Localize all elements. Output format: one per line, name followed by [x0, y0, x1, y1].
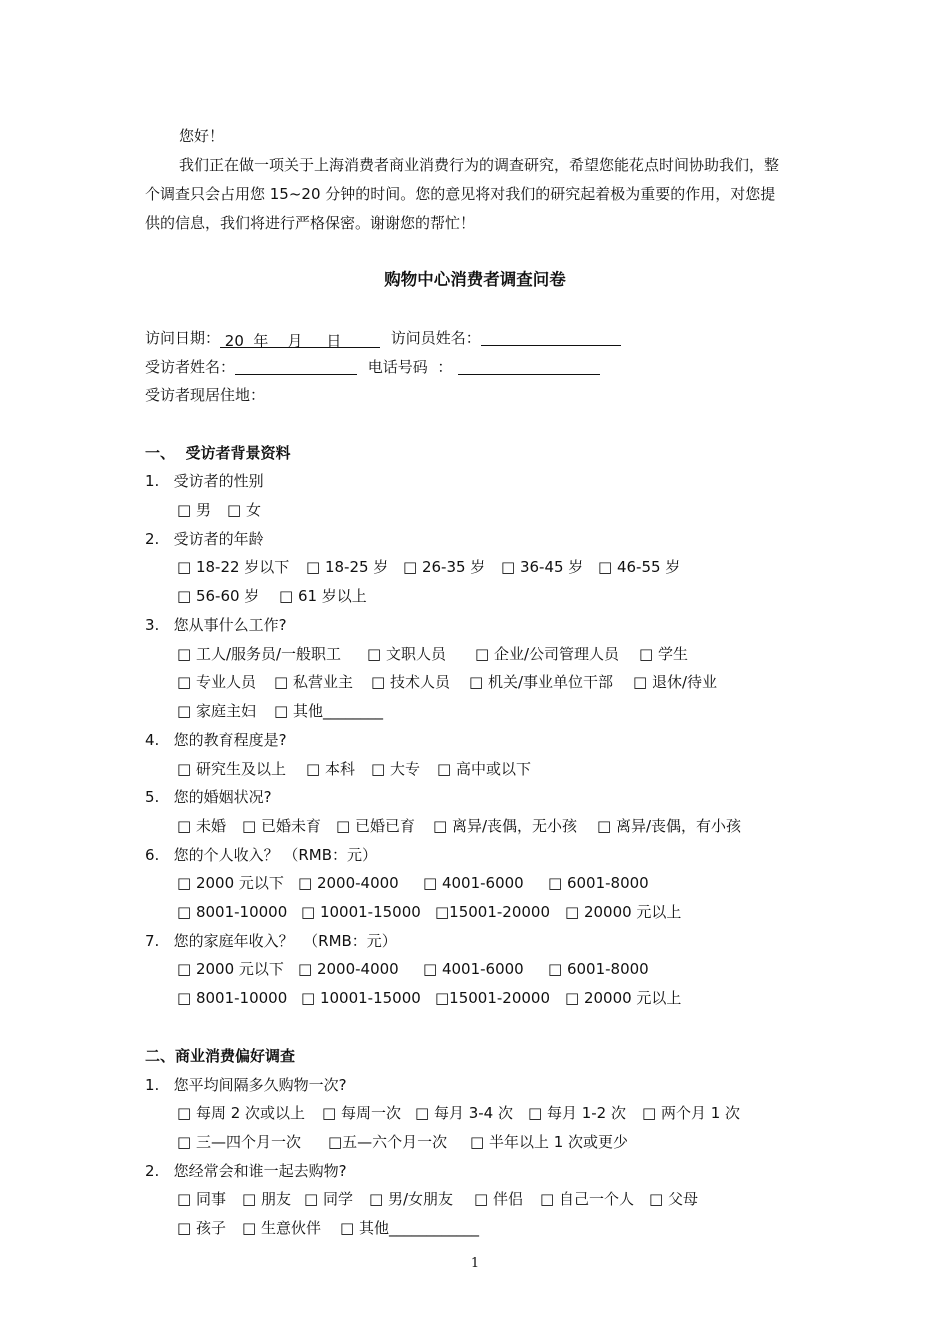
option-checkbox[interactable]: □ 每周 2 次或以上: [177, 1104, 306, 1122]
respondent-name-field[interactable]: [235, 358, 357, 375]
option-checkbox[interactable]: □ 56-60 岁: [177, 587, 260, 605]
s1-q3-options-row2: [0, 672, 950, 692]
option-checkbox[interactable]: □ 机关/事业单位干部: [469, 673, 613, 691]
option-checkbox[interactable]: □ 同学: [304, 1190, 353, 1208]
option-checkbox[interactable]: □ 已婚未育: [242, 817, 321, 835]
page-title: 购物中心消费者调查问卷: [384, 270, 566, 289]
option-checkbox[interactable]: □ 三—四个月一次: [177, 1133, 301, 1151]
option-checkbox[interactable]: □ 伴侣: [474, 1190, 523, 1208]
option-checkbox[interactable]: □15001-20000: [435, 989, 551, 1007]
interviewer-field[interactable]: [481, 329, 621, 346]
intro-line-1: 我们正在做一项关于上海消费者商业消费行为的调查研究，希望您能花点时间协助我们，整: [179, 156, 780, 174]
s2-q2-text: 2. 您经常会和谁一起去购物?: [145, 1162, 347, 1180]
s2-q2-options-row1: [0, 1189, 950, 1209]
option-checkbox[interactable]: □ 学生: [639, 645, 688, 663]
option-checkbox[interactable]: □ 技术人员: [371, 673, 450, 691]
option-checkbox[interactable]: □ 私营业主: [274, 673, 353, 691]
intro-line-3: 供的信息，我们将进行严格保密。谢谢您的帮忙！: [145, 214, 476, 232]
page-number: 1: [470, 1256, 480, 1271]
s1-q1-options: [0, 500, 950, 520]
s1-q1-text: 1. 受访者的性别: [145, 472, 264, 490]
option-checkbox[interactable]: □15001-20000: [435, 903, 551, 921]
option-checkbox[interactable]: □ 已婚已育: [336, 817, 415, 835]
option-checkbox[interactable]: □ 同事: [177, 1190, 226, 1208]
s1-q3-options-row1: [0, 644, 950, 664]
s1-q5-text: 5. 您的婚姻状况?: [145, 788, 272, 806]
option-checkbox[interactable]: □ 每月 1-2 次: [528, 1104, 626, 1122]
respondent-row: [145, 357, 600, 377]
option-checkbox[interactable]: □ 61 岁以上: [279, 587, 367, 605]
option-checkbox[interactable]: □ 20000 元以上: [565, 989, 682, 1007]
s1-q7-text: 7. 您的家庭年收入？ （RMB：元）: [145, 932, 397, 950]
option-checkbox[interactable]: □ 4001-6000: [423, 960, 524, 978]
option-checkbox[interactable]: □ 6001-8000: [548, 874, 649, 892]
option-checkbox[interactable]: □ 18-22 岁以下: [177, 558, 290, 576]
phone-label: 电话号码 ：: [367, 358, 453, 376]
s1-q7-options-row2: [0, 988, 950, 1008]
phone-field[interactable]: [458, 358, 600, 375]
option-checkbox[interactable]: □ 4001-6000: [423, 874, 524, 892]
s1-q3-options-row3: [0, 701, 950, 721]
option-checkbox[interactable]: □ 半年以上 1 次或更少: [470, 1133, 629, 1151]
option-checkbox[interactable]: □ 8001-10000: [177, 903, 288, 921]
s2-q2-options-row2: [0, 1218, 950, 1238]
s1-q6-options-row2: [0, 902, 950, 922]
option-checkbox[interactable]: □ 未婚: [177, 817, 226, 835]
visit-date-row: [145, 328, 621, 348]
s1-q2-text: 2. 受访者的年龄: [145, 530, 264, 548]
s2-q1-options-row2: [0, 1132, 950, 1152]
option-checkbox[interactable]: □ 工人/服务员/一般职工: [177, 645, 342, 663]
option-checkbox[interactable]: □ 文职人员: [367, 645, 446, 663]
s1-q2-options-row1: [0, 557, 950, 577]
option-checkbox[interactable]: □ 大专: [371, 760, 420, 778]
option-checkbox[interactable]: □ 高中或以下: [437, 760, 531, 778]
option-checkbox[interactable]: □ 父母: [649, 1190, 698, 1208]
s1-q3-text: 3. 您从事什么工作?: [145, 616, 287, 634]
option-checkbox[interactable]: □ 每月 3-4 次: [415, 1104, 513, 1122]
option-checkbox[interactable]: □ 男/女朋友: [369, 1190, 453, 1208]
option-checkbox[interactable]: □ 10001-15000: [301, 989, 421, 1007]
option-checkbox[interactable]: □ 2000-4000: [298, 874, 399, 892]
option-checkbox[interactable]: □ 家庭主妇: [177, 702, 256, 720]
s1-q4-options: [0, 759, 950, 779]
option-checkbox[interactable]: □ 离异/丧偶，有小孩: [597, 817, 741, 835]
section-1-heading: 一、 受访者背景资料: [145, 444, 291, 462]
option-checkbox[interactable]: □ 10001-15000: [301, 903, 421, 921]
option-checkbox[interactable]: □ 2000-4000: [298, 960, 399, 978]
option-checkbox[interactable]: □ 本科: [306, 760, 355, 778]
option-checkbox[interactable]: □ 专业人员: [177, 673, 256, 691]
greeting: 您好！: [179, 127, 225, 145]
visit-date-field[interactable]: 20 年 月 日: [220, 331, 380, 348]
option-checkbox[interactable]: □ 46-55 岁: [598, 558, 681, 576]
s2-q1-text: 1. 您平均间隔多久购物一次?: [145, 1076, 347, 1094]
option-checkbox[interactable]: □ 每周一次: [322, 1104, 401, 1122]
option-checkbox[interactable]: □ 退休/待业: [633, 673, 717, 691]
option-checkbox[interactable]: □ 其他________: [274, 702, 383, 720]
s1-q4-text: 4. 您的教育程度是?: [145, 731, 287, 749]
option-checkbox[interactable]: □ 生意伙伴: [242, 1219, 321, 1237]
option-checkbox[interactable]: □ 离异/丧偶，无小孩: [433, 817, 577, 835]
s1-q5-options: [0, 816, 950, 836]
s1-q7-options-row1: [0, 959, 950, 979]
option-checkbox[interactable]: □ 2000 元以下: [177, 960, 284, 978]
option-checkbox[interactable]: □ 孩子: [177, 1219, 226, 1237]
interviewer-label: 访问员姓名：: [390, 329, 481, 347]
intro-line-2: 个调查只会占用您 15~20 分钟的时间。您的意见将对我们的研究起着极为重要的作用，对您提: [145, 185, 776, 203]
option-checkbox[interactable]: □ 36-45 岁: [501, 558, 584, 576]
option-checkbox[interactable]: □ 20000 元以上: [565, 903, 682, 921]
option-checkbox[interactable]: □ 18-25 岁: [306, 558, 389, 576]
option-checkbox[interactable]: □ 研究生及以上: [177, 760, 286, 778]
option-checkbox[interactable]: □ 男: [177, 501, 211, 519]
option-checkbox[interactable]: □ 女: [227, 501, 261, 519]
option-checkbox[interactable]: □ 其他____________: [340, 1219, 479, 1237]
section-2-heading: 二、商业消费偏好调查: [145, 1047, 296, 1065]
s2-q1-options-row1: [0, 1103, 950, 1123]
s1-q6-text: 6. 您的个人收入？ （RMB：元）: [145, 846, 378, 864]
option-checkbox[interactable]: □五—六个月一次: [328, 1133, 448, 1151]
option-checkbox[interactable]: □ 2000 元以下: [177, 874, 284, 892]
option-checkbox[interactable]: □ 朋友: [242, 1190, 291, 1208]
s1-q6-options-row1: [0, 873, 950, 893]
respondent-name-label: 受访者姓名：: [145, 358, 236, 376]
address-label: 受访者现居住地：: [145, 386, 266, 404]
option-checkbox[interactable]: □ 6001-8000: [548, 960, 649, 978]
option-checkbox[interactable]: □ 两个月 1 次: [642, 1104, 741, 1122]
visit-date-label: 访问日期：: [145, 329, 221, 347]
option-checkbox[interactable]: □ 企业/公司管理人员: [475, 645, 619, 663]
option-checkbox[interactable]: □ 26-35 岁: [403, 558, 486, 576]
option-checkbox[interactable]: □ 自己一个人: [540, 1190, 634, 1208]
s1-q2-options-row2: [0, 586, 950, 606]
option-checkbox[interactable]: □ 8001-10000: [177, 989, 288, 1007]
